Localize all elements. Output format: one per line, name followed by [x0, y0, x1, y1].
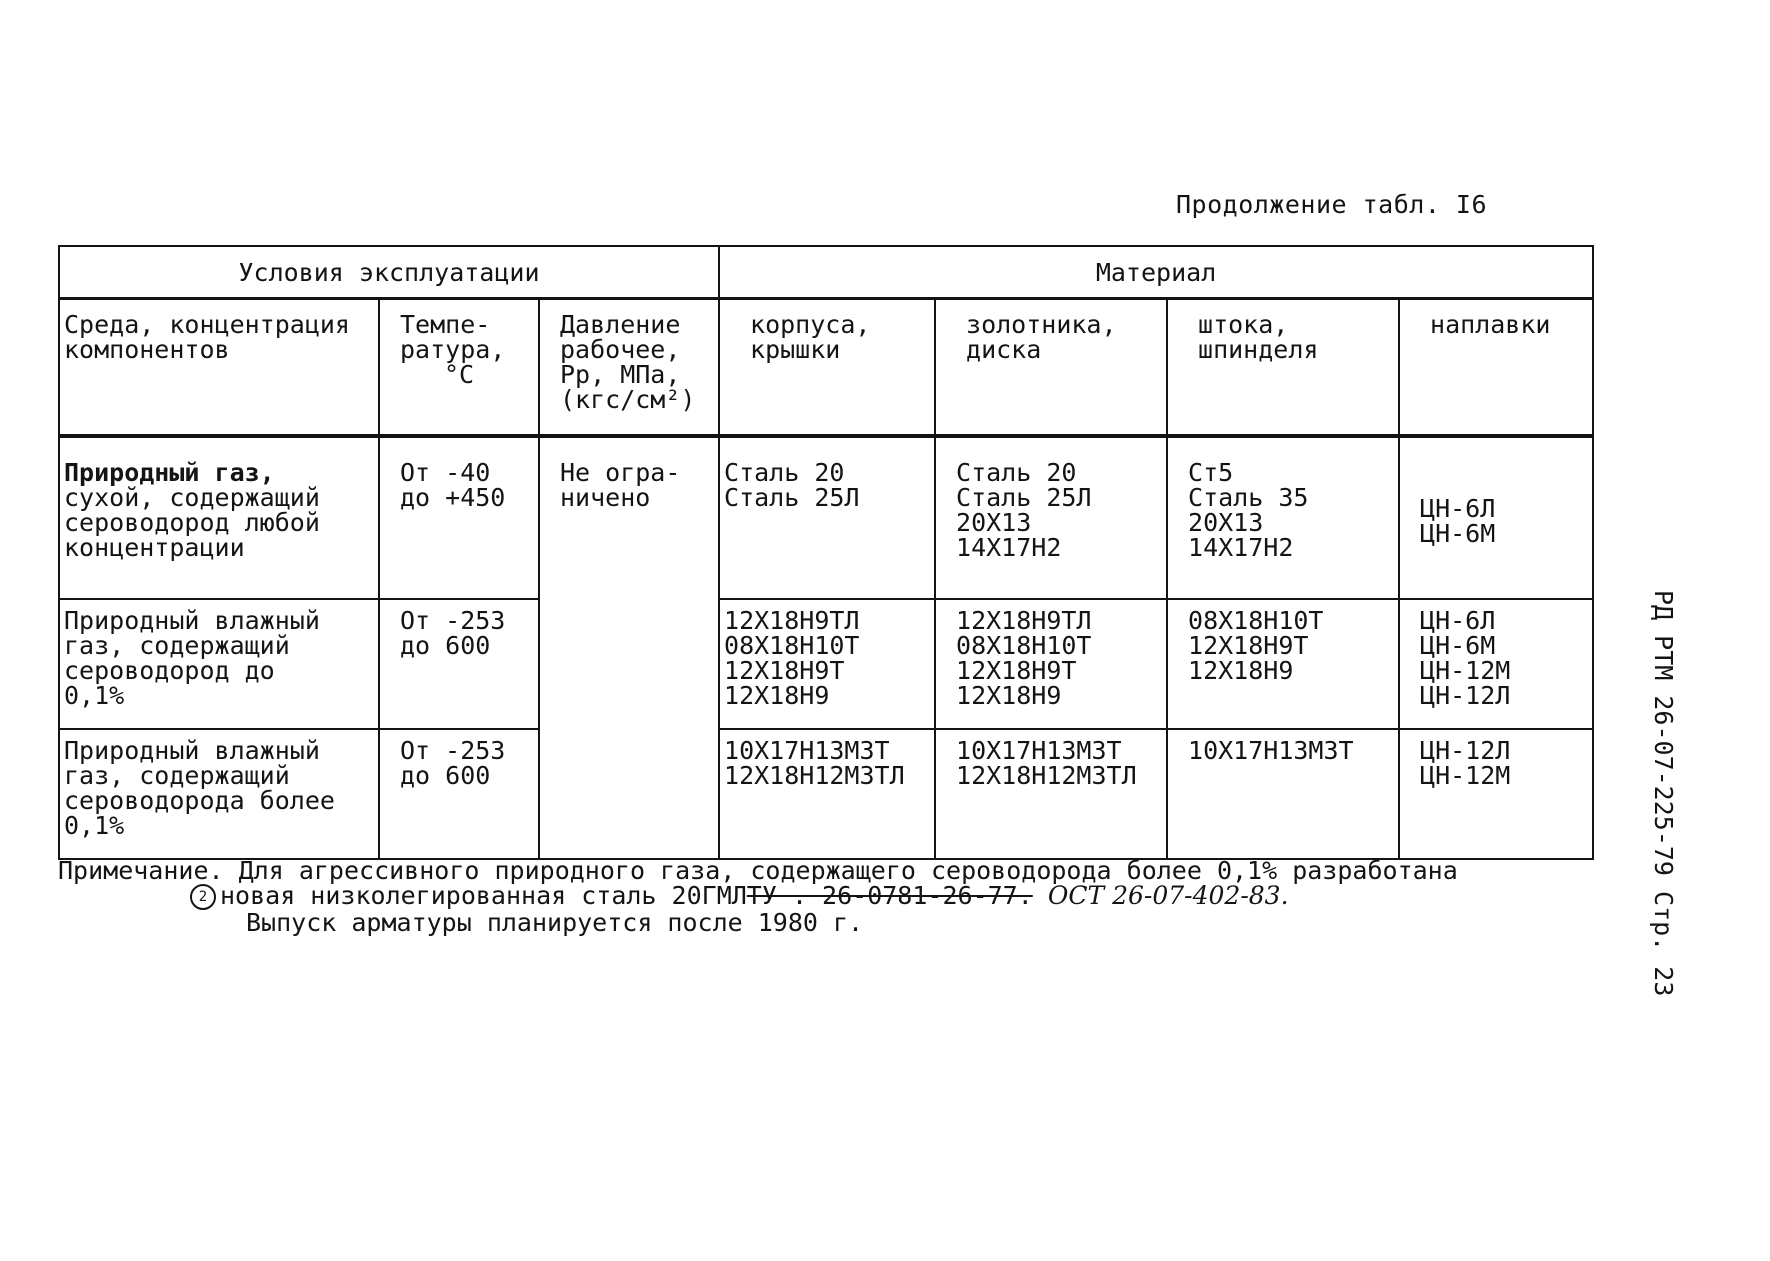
cell-body: 10Х17Н13М3Т 12Х18Н12М3ТЛ: [719, 729, 935, 859]
cell-stem: 10Х17Н13М3Т: [1167, 729, 1399, 859]
cell-overlay: ЦН-6Л ЦН-6М ЦН-12М ЦН-12Л: [1399, 599, 1593, 729]
header-pressure: Давление рабочее, Рр, МПа, (кгс/см²): [539, 299, 719, 437]
cell-medium: Природный влажный газ, содержащий сероводород до 0,1%: [59, 599, 379, 729]
cell-temperature: От -253 до 600: [379, 599, 539, 729]
cell-overlay: ЦН-12Л ЦН-12М: [1399, 729, 1593, 859]
table-row: [59, 436, 1593, 599]
header-overlay: наплавки: [1399, 299, 1593, 437]
revision-stamp: 2: [190, 884, 216, 910]
group-header-material: Материал: [719, 246, 1593, 299]
group-header-conditions: Условия эксплуатации: [59, 246, 719, 299]
header-body: корпуса, крышки: [719, 299, 935, 437]
handwritten-reference: ОСТ 26-07-402-83.: [1047, 881, 1289, 910]
cell-disc: Сталь 20 Сталь 25Л 20Х13 14Х17Н2: [935, 436, 1167, 599]
cell-disc: 10Х17Н13М3Т 12Х18Н12М3ТЛ: [935, 729, 1167, 859]
header-temperature: Темпе- ратура, °С: [379, 299, 539, 437]
cell-medium: Природный газ, сухой, содержащий сероводород любой концентрации: [59, 436, 379, 599]
cell-temperature: От -40 до +450: [379, 436, 539, 599]
cell-stem: 08Х18Н10Т 12Х18Н9Т 12Х18Н9: [1167, 599, 1399, 729]
cell-body: Сталь 20 Сталь 25Л: [719, 436, 935, 599]
cell-medium: Природный влажный газ, содержащий сероводорода более 0,1%: [59, 729, 379, 859]
cell-overlay: ЦН-6Л ЦН-6М: [1399, 436, 1593, 599]
header-disc: золотника, диска: [935, 299, 1167, 437]
note-line-1: Примечание. Для агрессивного природного газа, содержащего сероводорода более 0,1% разработана: [58, 856, 1458, 885]
cell-pressure: Не огра- ничено: [539, 436, 719, 859]
note-line-3: Выпуск арматуры планируется после 1980 г.: [246, 908, 864, 937]
header-medium: Среда, концентрация компонентов: [59, 299, 379, 437]
table-caption: Продолжение табл. I6: [1176, 190, 1488, 219]
materials-table: [58, 245, 1594, 860]
cell-stem: Ст5 Сталь 35 20Х13 14Х17Н2: [1167, 436, 1399, 599]
cell-disc: 12Х18Н9ТЛ 08Х18Н10Т 12Х18Н9Т 12Х18Н9: [935, 599, 1167, 729]
cell-body: 12Х18Н9ТЛ 08Х18Н10Т 12Х18Н9Т 12Х18Н9: [719, 599, 935, 729]
table-row: [59, 599, 1593, 729]
cell-temperature: От -253 до 600: [379, 729, 539, 859]
table-row: [59, 729, 1593, 859]
document-code: РД РТМ 26-07-225-79 Стр. 23: [1649, 590, 1678, 997]
header-stem: штока, шпинделя: [1167, 299, 1399, 437]
note-line-2: 2 новая низколегированная сталь 20ГМЛТУ . 26-0781-26-77. ОСТ 26-07-402-83.: [58, 883, 1458, 910]
side-label: [1640, 590, 1688, 1110]
struck-reference: ТУ . 26-0781-26-77.: [746, 881, 1033, 910]
table-note: [58, 858, 1458, 935]
